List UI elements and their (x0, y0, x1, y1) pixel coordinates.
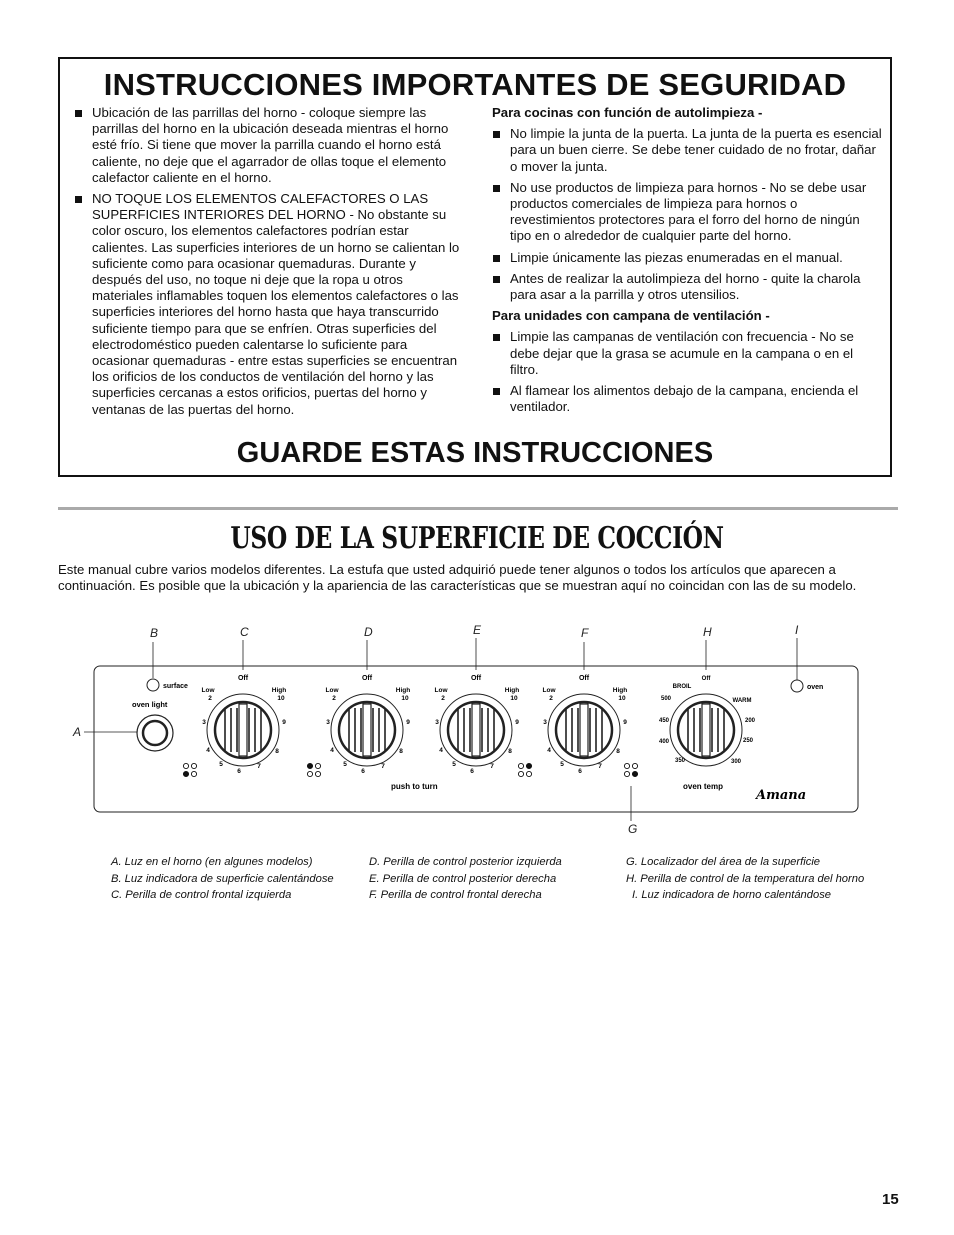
safety-instructions-box (58, 57, 892, 477)
legend-item: B. Luz indicadora de superficie calentándose (111, 872, 334, 885)
knob-setting-label: 5 (343, 761, 347, 768)
knob-setting-label: 10 (401, 695, 409, 702)
oven-knob-label: WARM (732, 698, 752, 704)
oven-knob-label: 500 (660, 696, 672, 702)
surface-label: surface (163, 683, 188, 690)
bullet-square-icon (493, 388, 500, 395)
knob-pointer (472, 704, 480, 756)
knob-setting-label: 3 (202, 719, 206, 726)
legend-item: C. Perilla de control frontal izquierda (111, 889, 292, 901)
knob-low-label: Low (542, 687, 556, 694)
knob-pointer (580, 704, 588, 756)
section-divider (58, 507, 898, 510)
bullet-square-icon (493, 334, 500, 341)
callout-a: A (73, 725, 82, 739)
knob-setting-label: 9 (623, 719, 627, 726)
legend-column-2 (369, 856, 619, 906)
list-item: Ubicación de las parrillas del horno - coloque siempre las parrillas del horno en la ubicación deseada mientras el horno esté frío. Si tiene que mover la parrilla cuando el horno está caliente, no deje que el agarrador de ollas toque el elemento calefactor caliente en el horno. (74, 105, 466, 186)
section-intro: Este manual cubre varios modelos diferentes. La estufa que usted adquirió puede tener algunos o todos los artículos que aparecen a continuación. Es posible que la ubicación y la apariencia de las características que se muestran aquí no coincidan con las de su modelo. (58, 562, 857, 594)
locator-dot (191, 771, 196, 776)
safety-left-list (74, 105, 466, 418)
knob-setting-label: 8 (275, 748, 279, 755)
knob-low-label: Low (325, 687, 339, 694)
page-number: 15 (882, 1191, 899, 1208)
knob-setting-label: 7 (257, 763, 261, 770)
bullet-square-icon (493, 131, 500, 138)
knob-setting-label: 8 (616, 748, 620, 755)
legend-item: F. Perilla de control frontal derecha (369, 889, 542, 901)
locator-dot (624, 771, 629, 776)
locator-dot (518, 771, 523, 776)
knob-setting-label: 7 (381, 763, 385, 770)
knob-setting-label: 9 (406, 719, 410, 726)
oven-light-button-inner (143, 721, 167, 745)
callout-b: B (150, 626, 159, 640)
oven-knob-label: 200 (744, 718, 756, 724)
knob-off-label: Off (361, 675, 373, 682)
knob-setting-label: 9 (515, 719, 519, 726)
callout-f: F (581, 626, 589, 640)
legend-column-1 (111, 856, 361, 906)
knob-setting-label: 6 (470, 768, 474, 775)
legend-item: I. Luz indicadora de horno calentándose (632, 889, 832, 901)
callout-i: I (795, 623, 799, 637)
knob-setting-label: 9 (282, 719, 286, 726)
knob-high-label: High (612, 687, 628, 694)
oven-light-label: oven light (132, 700, 168, 709)
list-item: No limpie la junta de la puerta. La junta de la puerta es esencial para un buen cierre. Se debe tener cuidado de no frotar, dañar o mover la junta. (492, 126, 884, 175)
list-item: Antes de realizar la autolimpieza del horno - quite la charola para asar a la parrilla y otros utensilios. (492, 271, 884, 303)
knob-pointer (702, 704, 710, 756)
knob-setting-label: 4 (206, 747, 210, 754)
oven-label: oven (807, 684, 824, 691)
oven-indicator-light (791, 680, 803, 692)
list-item: Limpie las campanas de ventilación con frecuencia - No se debe dejar que la grasa se acumule en la campana o en el filtro. (492, 329, 884, 378)
callout-d: D (364, 625, 373, 639)
oven-knob-label: BROIL (672, 684, 692, 690)
knob-high-label: High (395, 687, 411, 694)
knob-off-label: Off (470, 675, 482, 682)
bullet-square-icon (493, 185, 500, 192)
knob-setting-label: 8 (399, 748, 403, 755)
knob-setting-label: 6 (237, 768, 241, 775)
legend-item: G. Localizador del área de la superficie (626, 856, 821, 868)
knob-low-label: Low (201, 687, 215, 694)
oven-knob-label: 300 (730, 759, 742, 765)
hood-heading: Para unidades con campana de ventilación - (492, 308, 770, 324)
oven-knob-label: 250 (742, 738, 754, 744)
oven-knob-label: Off (701, 676, 711, 682)
knob-setting-label: 3 (326, 719, 330, 726)
knob-setting-label: 2 (208, 695, 212, 702)
list-item: No use productos de limpieza para hornos - No se debe usar productos comerciales de limpieza para hornos o revestimientos protectores para el forro del horno de ningún tipo en o alrededor de cualquier parte del horno. (492, 180, 884, 245)
self-clean-list (492, 126, 884, 303)
bullet-square-icon (75, 196, 82, 203)
knob-off-label: Off (578, 675, 590, 682)
legend-item: A. Luz en el horno (en algunes modelos) (111, 856, 313, 868)
brand-logo: Amana (756, 788, 807, 803)
locator-dot (526, 763, 531, 768)
legend-item: H. Perilla de control de la temperatura del horno (626, 872, 865, 885)
knob-setting-label: 5 (219, 761, 223, 768)
knob-setting-label: 2 (549, 695, 553, 702)
knob-setting-label: 10 (618, 695, 626, 702)
save-instructions-footer: GUARDE ESTAS INSTRUCCIONES (236, 437, 714, 469)
legend-column-3 (626, 856, 876, 906)
safety-title: INSTRUCCIONES IMPORTANTES DE SEGURIDAD (103, 67, 847, 102)
knob-setting-label: 2 (441, 695, 445, 702)
knob-setting-label: 5 (560, 761, 564, 768)
locator-dot (624, 763, 629, 768)
knob-low-label: Low (434, 687, 448, 694)
callout-h: H (703, 625, 712, 639)
surface-indicator-light (147, 679, 159, 691)
section-title: USO DE LA SUPERFICIE DE COCCIÓN (230, 521, 724, 556)
bullet-square-icon (493, 255, 500, 262)
locator-dot (307, 771, 312, 776)
safety-right-column (492, 105, 884, 420)
hood-list (492, 329, 884, 415)
knob-setting-label: 5 (452, 761, 456, 768)
knob-setting-label: 2 (332, 695, 336, 702)
control-panel-diagram (58, 618, 898, 843)
knob-setting-label: 4 (547, 747, 551, 754)
safety-left-column (74, 105, 466, 423)
locator-dot (183, 771, 188, 776)
oven-knob-label: 400 (658, 739, 670, 745)
locator-dot (632, 763, 637, 768)
knob-setting-label: 4 (330, 747, 334, 754)
oven-knob-label: 450 (658, 718, 670, 724)
knob-setting-label: 8 (508, 748, 512, 755)
knob-setting-label: 7 (490, 763, 494, 770)
knob-setting-label: 3 (543, 719, 547, 726)
knob-setting-label: 6 (361, 768, 365, 775)
knob-off-label: Off (237, 675, 249, 682)
knob-high-label: High (504, 687, 520, 694)
push-to-turn-label: push to turn (391, 782, 438, 791)
locator-dot (526, 771, 531, 776)
knob-setting-label: 10 (510, 695, 518, 702)
knob-setting-label: 3 (435, 719, 439, 726)
knob-setting-label: 4 (439, 747, 443, 754)
knob-high-label: High (271, 687, 287, 694)
knob-pointer (363, 704, 371, 756)
locator-dot (518, 763, 523, 768)
oven-knob-label: 350 (674, 758, 686, 764)
locator-dot (315, 771, 320, 776)
legend-item: E. Perilla de control posterior derecha (369, 872, 557, 885)
knob-setting-label: 10 (277, 695, 285, 702)
list-item: NO TOQUE LOS ELEMENTOS CALEFACTORES O LAS SUPERFICIES INTERIORES DEL HORNO - No obstante su color oscuro, los elementos calefactores podrían estar calientes. Las superficies interiores de un horno se calientan lo suficiente como para ocasionar quemaduras. Durante y después del uso, no toque ni deje que la ropa u otros materiales inflamables toquen los elementos calefactores o las superficies interiores del horno hasta que haya transcurrido suficiente tiempo para que se enfríen. Otras superficies del electrodoméstico pueden calentarse lo suficiente para ocasionar quemaduras - entre estas superficies se encuentran los orificios de los conductos de ventilación del horno y las superficies cercanas a estos orificios, puertas del horno y ventanas de las puertas del horno. (74, 191, 466, 418)
locator-dot (632, 771, 637, 776)
callout-c: C (240, 625, 249, 639)
locator-dot (315, 763, 320, 768)
knob-setting-label: 6 (578, 768, 582, 775)
callout-g: G (628, 822, 638, 836)
self-clean-heading: Para cocinas con función de autolimpieza - (492, 105, 763, 120)
list-item: Limpie únicamente las piezas enumeradas en el manual. (492, 250, 884, 266)
locator-dot (183, 763, 188, 768)
locator-dot (191, 763, 196, 768)
bullet-square-icon (493, 276, 500, 283)
callout-e: E (473, 623, 482, 637)
bullet-square-icon (75, 110, 82, 117)
legend-item: D. Perilla de control posterior izquierda (369, 856, 562, 868)
knob-pointer (239, 704, 247, 756)
oven-temp-label: oven temp (683, 782, 724, 791)
list-item: Al flamear los alimentos debajo de la campana, encienda el ventilador. (492, 383, 884, 415)
locator-dot (307, 763, 312, 768)
knob-setting-label: 7 (598, 763, 602, 770)
